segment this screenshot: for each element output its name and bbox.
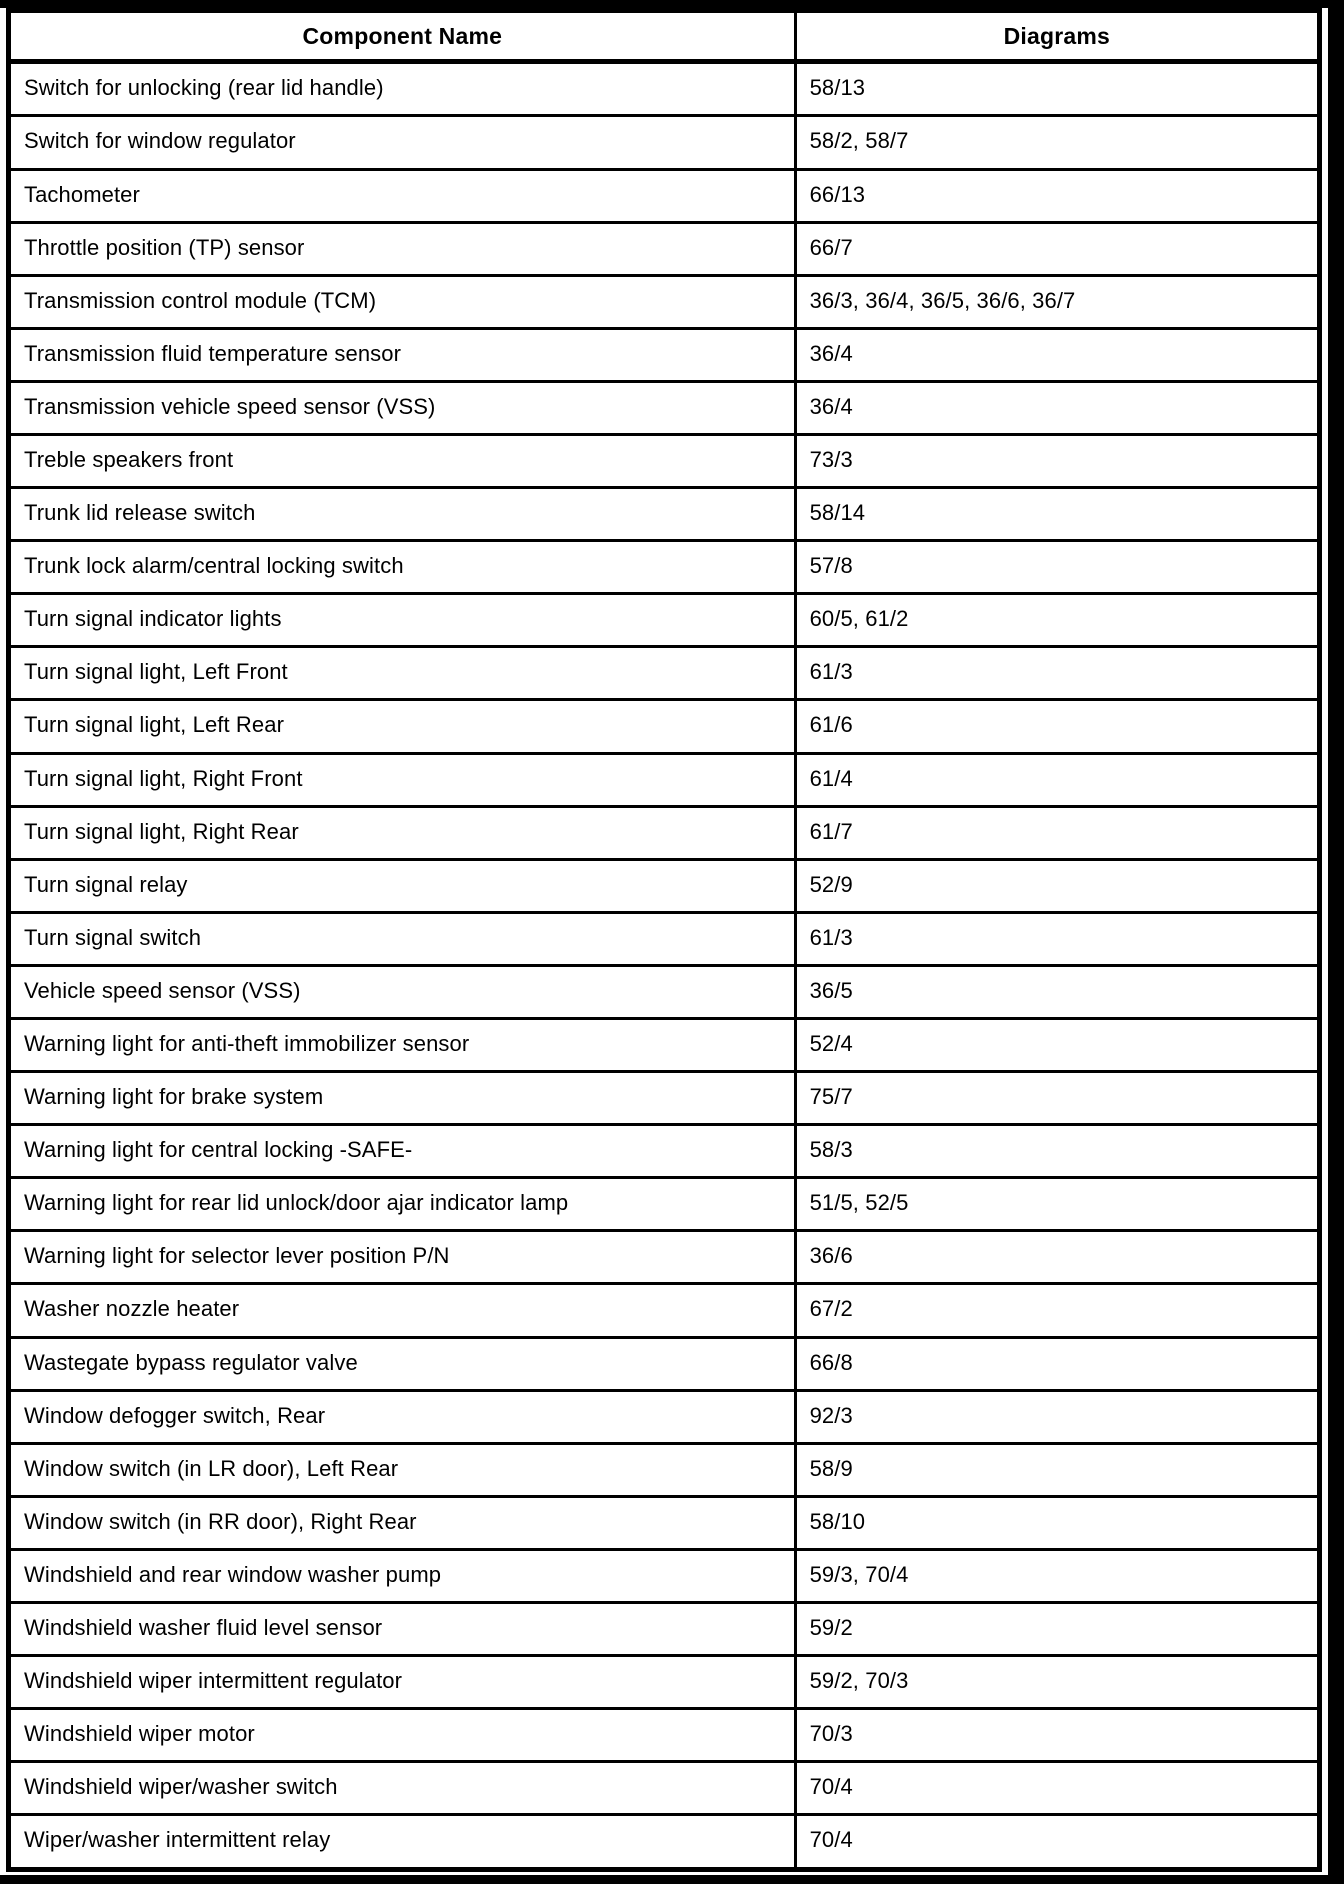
diagrams-cell: 61/4 [795,753,1319,806]
component-cell: Turn signal light, Left Front [9,647,796,700]
component-cell: Transmission fluid temperature sensor [9,328,796,381]
table-row [9,381,1320,434]
scan-edge-right [1328,0,1344,1884]
diagrams-cell: 58/2, 58/7 [795,116,1319,169]
diagrams-cell: 61/3 [795,647,1319,700]
table-row [9,912,1320,965]
diagrams-cell: 51/5, 52/5 [795,1178,1319,1231]
component-cell: Turn signal light, Left Rear [9,700,796,753]
diagrams-cell: 36/6 [795,1231,1319,1284]
table-row [9,1390,1320,1443]
diagrams-cell: 59/2, 70/3 [795,1656,1319,1709]
table-row [9,806,1320,859]
table-row [9,1603,1320,1656]
table-row [9,859,1320,912]
diagrams-cell: 58/9 [795,1443,1319,1496]
table-row [9,1815,1320,1870]
component-cell: Turn signal relay [9,859,796,912]
component-cell: Warning light for brake system [9,1072,796,1125]
diagrams-cell: 36/4 [795,381,1319,434]
table-row [9,169,1320,222]
component-diagram-table [6,8,1322,1872]
component-cell: Transmission control module (TCM) [9,275,796,328]
component-cell: Wastegate bypass regulator valve [9,1337,796,1390]
table-header [9,11,1320,62]
diagrams-cell: 36/4 [795,328,1319,381]
diagrams-cell: 70/3 [795,1709,1319,1762]
component-cell: Tachometer [9,169,796,222]
table-header-row [9,11,1320,62]
diagrams-cell: 58/3 [795,1125,1319,1178]
table-row [9,116,1320,169]
component-name-header: Component Name [9,11,796,62]
component-cell: Turn signal switch [9,912,796,965]
table-row [9,1762,1320,1815]
component-cell: Transmission vehicle speed sensor (VSS) [9,381,796,434]
component-cell: Windshield wiper intermittent regulator [9,1656,796,1709]
component-cell: Trunk lid release switch [9,488,796,541]
table-row [9,275,1320,328]
component-cell: Windshield and rear window washer pump [9,1549,796,1602]
table-row [9,1337,1320,1390]
diagrams-cell: 58/10 [795,1496,1319,1549]
component-cell: Window defogger switch, Rear [9,1390,796,1443]
component-cell: Wiper/washer intermittent relay [9,1815,796,1870]
component-cell: Vehicle speed sensor (VSS) [9,965,796,1018]
diagrams-cell: 70/4 [795,1762,1319,1815]
component-cell: Warning light for selector lever position P/N [9,1231,796,1284]
diagrams-cell: 67/2 [795,1284,1319,1337]
diagrams-cell: 66/8 [795,1337,1319,1390]
table-row [9,1443,1320,1496]
table-row [9,965,1320,1018]
diagrams-cell: 52/4 [795,1019,1319,1072]
component-cell: Switch for unlocking (rear lid handle) [9,62,796,116]
component-cell: Throttle position (TP) sensor [9,222,796,275]
diagrams-cell: 61/6 [795,700,1319,753]
component-cell: Trunk lock alarm/central locking switch [9,541,796,594]
component-cell: Window switch (in LR door), Left Rear [9,1443,796,1496]
diagrams-cell: 92/3 [795,1390,1319,1443]
table-row [9,1709,1320,1762]
scan-edge-bottom [0,1875,1344,1884]
table-row [9,700,1320,753]
table-row [9,1656,1320,1709]
table-row [9,1125,1320,1178]
table-row [9,62,1320,116]
table-row [9,541,1320,594]
component-cell: Warning light for rear lid unlock/door ajar indicator lamp [9,1178,796,1231]
diagrams-cell: 52/9 [795,859,1319,912]
component-cell: Windshield washer fluid level sensor [9,1603,796,1656]
table-row [9,594,1320,647]
component-cell: Turn signal indicator lights [9,594,796,647]
diagrams-cell: 66/7 [795,222,1319,275]
table-row [9,1231,1320,1284]
diagrams-cell: 73/3 [795,434,1319,487]
table-row [9,1072,1320,1125]
component-cell: Windshield wiper motor [9,1709,796,1762]
component-cell: Turn signal light, Right Rear [9,806,796,859]
diagrams-cell: 70/4 [795,1815,1319,1870]
diagrams-cell: 66/13 [795,169,1319,222]
table-row [9,1019,1320,1072]
diagrams-cell: 58/13 [795,62,1319,116]
table-row [9,1284,1320,1337]
table-body [9,62,1320,1870]
diagrams-cell: 61/7 [795,806,1319,859]
component-cell: Warning light for anti-theft immobilizer sensor [9,1019,796,1072]
diagrams-cell: 36/3, 36/4, 36/5, 36/6, 36/7 [795,275,1319,328]
diagrams-cell: 36/5 [795,965,1319,1018]
component-cell: Treble speakers front [9,434,796,487]
component-cell: Turn signal light, Right Front [9,753,796,806]
table-row [9,434,1320,487]
diagrams-cell: 60/5, 61/2 [795,594,1319,647]
diagrams-cell: 75/7 [795,1072,1319,1125]
table-row [9,753,1320,806]
diagrams-cell: 58/14 [795,488,1319,541]
table-row [9,328,1320,381]
table-row [9,1496,1320,1549]
diagrams-cell: 59/2 [795,1603,1319,1656]
diagrams-header: Diagrams [795,11,1319,62]
table-row [9,222,1320,275]
table-row [9,1178,1320,1231]
table-row [9,488,1320,541]
component-cell: Warning light for central locking -SAFE- [9,1125,796,1178]
component-cell: Switch for window regulator [9,116,796,169]
table-row [9,647,1320,700]
diagrams-cell: 57/8 [795,541,1319,594]
component-cell: Window switch (in RR door), Right Rear [9,1496,796,1549]
table-row [9,1549,1320,1602]
diagrams-cell: 59/3, 70/4 [795,1549,1319,1602]
component-cell: Windshield wiper/washer switch [9,1762,796,1815]
scan-edge-top [0,0,1344,8]
component-cell: Washer nozzle heater [9,1284,796,1337]
diagrams-cell: 61/3 [795,912,1319,965]
